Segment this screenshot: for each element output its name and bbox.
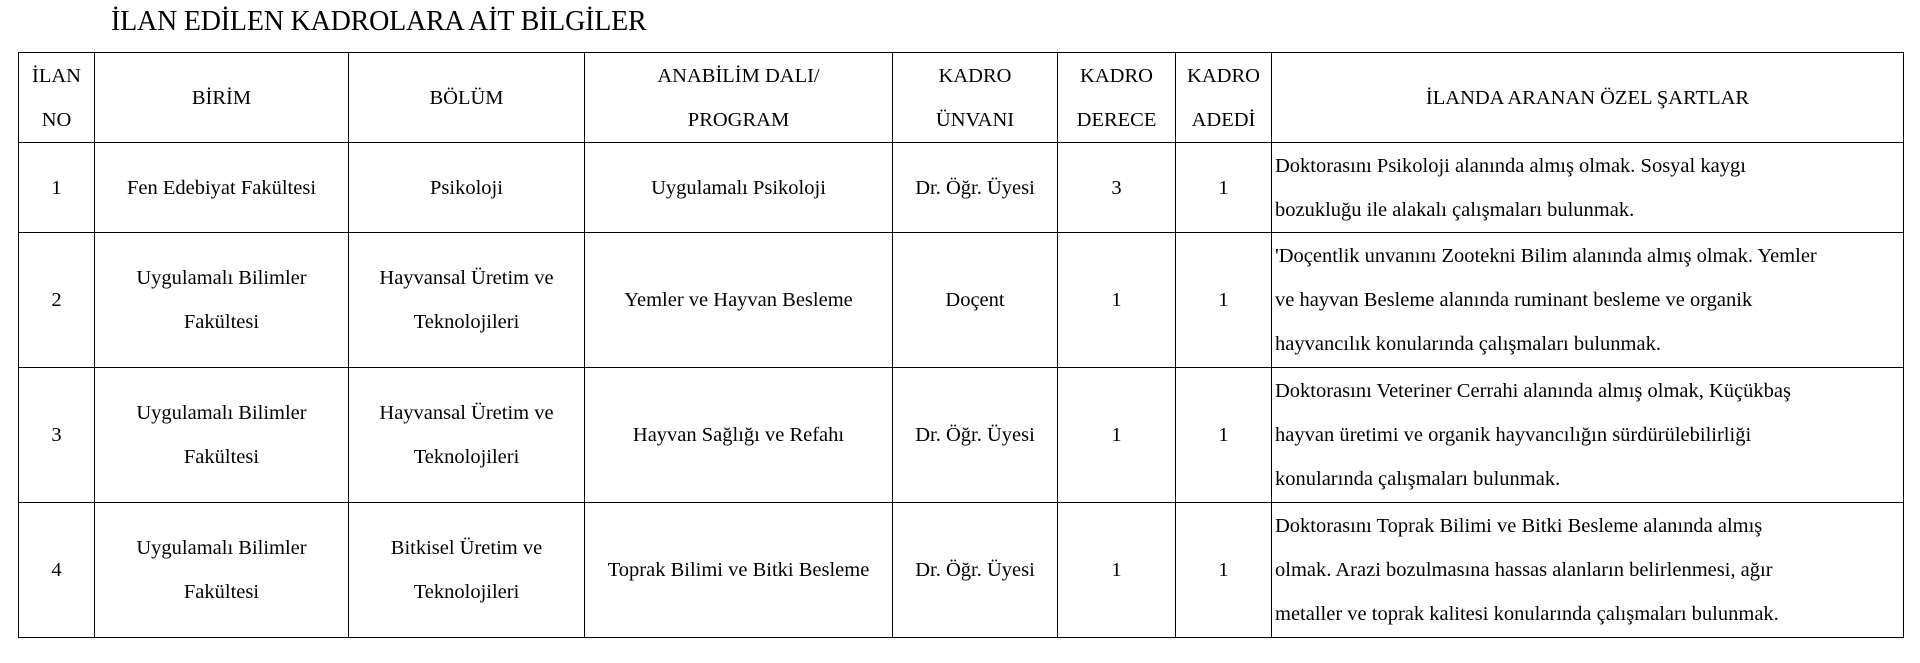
- header-unvan: [893, 53, 1058, 143]
- cell-bolum: [349, 233, 585, 368]
- cell-sartlar-line: 'Doçentlik unvanını Zootekni Bilim alanında almış olmak. Yemler: [1275, 245, 1817, 267]
- cell-birim-line: Uygulamalı Bilimler: [136, 537, 307, 559]
- cell-bolum-line: Hayvansal Üretim ve: [379, 402, 554, 424]
- cell-adet: 1: [1176, 503, 1272, 638]
- table-row: [19, 368, 1904, 503]
- table-header-row: [19, 53, 1904, 143]
- cell-bolum: [349, 503, 585, 638]
- header-sartlar: İLANDA ARANAN ÖZEL ŞARTLAR: [1272, 53, 1904, 143]
- cell-ilan-no: 3: [19, 368, 95, 503]
- cell-birim: [95, 233, 349, 368]
- cell-bolum-line: Teknolojileri: [413, 581, 520, 603]
- cell-birim: [95, 143, 349, 233]
- cell-sartlar-line: hayvancılık konularında çalışmaları bulunmak.: [1275, 333, 1661, 355]
- table-row: [19, 143, 1904, 233]
- header-birim: BİRİM: [95, 53, 349, 143]
- cell-sartlar-line: olmak. Arazi bozulmasına hassas alanların belirlenmesi, ağır: [1275, 559, 1773, 581]
- cell-adet: 1: [1176, 233, 1272, 368]
- header-derece: [1058, 53, 1176, 143]
- cell-sartlar-line: Doktorasını Psikoloji alanında almış olmak. Sosyal kaygı: [1275, 154, 1746, 177]
- header-ilan-no-line-2: NO: [41, 108, 72, 131]
- cell-bolum-line: Hayvansal Üretim ve: [379, 267, 554, 289]
- cell-sartlar-line: ve hayvan Besleme alanında ruminant besleme ve organik: [1275, 289, 1753, 311]
- header-anabilim-line-2: PROGRAM: [687, 108, 790, 131]
- cell-ilan-no: 2: [19, 233, 95, 368]
- cell-sartlar: [1272, 143, 1904, 233]
- header-derece-line-1: KADRO: [1080, 64, 1153, 87]
- cell-birim: [95, 368, 349, 503]
- header-unvan-line-1: KADRO: [938, 64, 1012, 87]
- cell-unvan: Dr. Öğr. Üyesi: [893, 368, 1058, 503]
- header-ilan-no-line-1: İLAN: [32, 64, 81, 87]
- cell-bolum: [349, 368, 585, 503]
- header-adet: [1176, 53, 1272, 143]
- cell-sartlar: [1272, 503, 1904, 638]
- cell-sartlar-line: Doktorasını Veteriner Cerrahi alanında almış olmak, Küçükbaş: [1275, 380, 1791, 402]
- cell-anabilim: Uygulamalı Psikoloji: [585, 143, 893, 233]
- cell-anabilim: Yemler ve Hayvan Besleme: [585, 233, 893, 368]
- cell-sartlar-line: hayvan üretimi ve organik hayvancılığın sürdürülebilirliği: [1275, 424, 1752, 446]
- table-row: [19, 503, 1904, 638]
- cell-birim-line: Uygulamalı Bilimler: [136, 402, 307, 424]
- cell-sartlar: [1272, 233, 1904, 368]
- header-derece-line-2: DERECE: [1076, 108, 1157, 131]
- cell-anabilim: Hayvan Sağlığı ve Refahı: [585, 368, 893, 503]
- header-adet-line-1: KADRO: [1187, 64, 1260, 87]
- cell-birim-line: Fakültesi: [183, 311, 260, 333]
- cell-anabilim: Toprak Bilimi ve Bitki Besleme: [585, 503, 893, 638]
- cell-bolum-line: Teknolojileri: [413, 311, 520, 333]
- cell-bolum-line: Bitkisel Üretim ve: [390, 537, 543, 559]
- cell-sartlar-line: Doktorasını Toprak Bilimi ve Bitki Besleme alanında almış: [1275, 515, 1763, 537]
- cell-birim: [95, 503, 349, 638]
- header-ilan-no: [19, 53, 95, 143]
- document-title: İLAN EDİLEN KADROLARA AİT BİLGİLER: [111, 6, 647, 37]
- cell-sartlar: [1272, 368, 1904, 503]
- cell-sartlar-line: bozukluğu ile alakalı çalışmaları bulunmak.: [1275, 198, 1635, 221]
- table-row: [19, 233, 1904, 368]
- cell-birim-line: Uygulamalı Bilimler: [136, 267, 307, 289]
- cell-birim-line: Fakültesi: [183, 581, 260, 603]
- cell-adet: 1: [1176, 368, 1272, 503]
- cell-adet: 1: [1176, 143, 1272, 233]
- cell-ilan-no: 1: [19, 143, 95, 233]
- cell-birim-line: Fakültesi: [183, 446, 260, 468]
- header-anabilim: [585, 53, 893, 143]
- cell-unvan: Doçent: [893, 233, 1058, 368]
- cell-birim-line: Fen Edebiyat Fakültesi: [126, 176, 317, 199]
- cell-ilan-no: 4: [19, 503, 95, 638]
- cell-unvan: Dr. Öğr. Üyesi: [893, 503, 1058, 638]
- header-adet-line-2: ADEDİ: [1191, 108, 1256, 131]
- header-anabilim-line-1: ANABİLİM DALI/: [657, 64, 820, 87]
- cell-bolum-line: Teknolojileri: [413, 446, 520, 468]
- header-unvan-line-2: ÜNVANI: [935, 108, 1015, 131]
- cell-derece: 1: [1058, 368, 1176, 503]
- positions-table: [18, 52, 1904, 638]
- cell-sartlar-line: konularında çalışmaları bulunmak.: [1275, 468, 1561, 490]
- cell-derece: 1: [1058, 233, 1176, 368]
- cell-derece: 3: [1058, 143, 1176, 233]
- header-bolum: BÖLÜM: [349, 53, 585, 143]
- cell-unvan: Dr. Öğr. Üyesi: [893, 143, 1058, 233]
- cell-derece: 1: [1058, 503, 1176, 638]
- cell-bolum-line: Psikoloji: [430, 176, 503, 199]
- cell-bolum: [349, 143, 585, 233]
- cell-sartlar-line: metaller ve toprak kalitesi konularında çalışmaları bulunmak.: [1275, 603, 1779, 625]
